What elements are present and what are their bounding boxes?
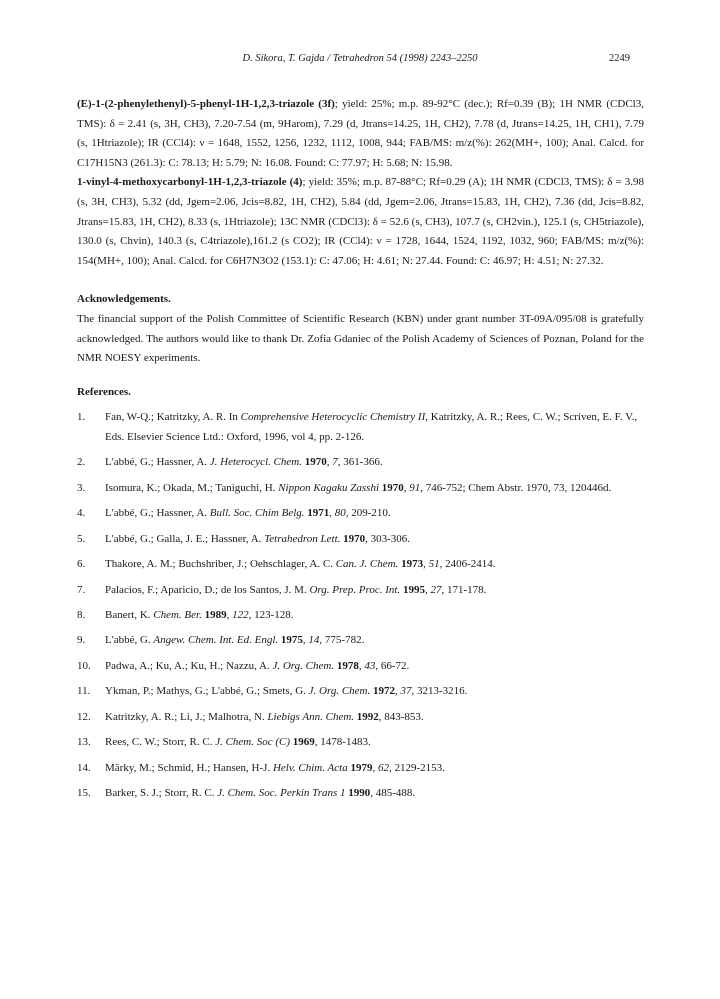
reference-item: 9. L'abbé, G. Angew. Chem. Int. Ed. Engl. 1975, 14, 775-782.	[77, 631, 644, 650]
reference-item: 8. Banert, K. Chem. Ber. 1989, 122, 123-128.	[77, 606, 644, 625]
reference-source: Bull. Soc. Chim Belg.	[209, 507, 305, 520]
reference-pages: , 2129-2153.	[388, 761, 445, 774]
reference-number: 7.	[77, 583, 86, 596]
reference-source: Chem. Ber.	[153, 609, 202, 621]
reference-number: 6.	[77, 558, 86, 571]
reference-number: 4.	[77, 507, 86, 520]
reference-volume: 91	[409, 481, 421, 494]
reference-year: 1970	[343, 532, 366, 545]
reference-pages: , 2406-2414.	[439, 558, 496, 571]
reference-item: 3. Isomura, K.; Okada, M.; Taniguchi, H. Nippon Kagaku Zasshi 1970, 91, 746-752; Chem Abstr. 1970, 73, 120446d.	[77, 479, 644, 498]
reference-year: 1989	[204, 609, 227, 621]
reference-authors: L'abbé, G.; Hassner, A.	[105, 456, 210, 469]
acknowledgements-heading: Acknowledgements.	[77, 293, 171, 306]
reference-pages: , 843-853.	[378, 710, 424, 723]
reference-authors: Ykman, P.; Mathys, G.; L'abbé, G.; Smets, G.	[105, 685, 309, 698]
reference-year: 1973	[401, 558, 424, 571]
reference-authors: Banert, K.	[105, 609, 154, 621]
reference-source: J. Org. Chem.	[308, 685, 371, 698]
reference-item: 11. Ykman, P.; Mathys, G.; L'abbé, G.; Smets, G. J. Org. Chem. 1972, 37, 3213-3216.	[77, 682, 644, 701]
page-number: 2249	[609, 53, 630, 64]
reference-source: Can. J. Chem.	[335, 558, 399, 571]
compound-3f-name: (E)-1-(2-phenylethenyl)-5-phenyl-1H-1,2,3-triazole (3f)	[77, 98, 335, 110]
reference-item	[77, 530, 644, 549]
reference-item	[77, 733, 644, 752]
reference-pages: , 3213-3216.	[411, 685, 468, 698]
reference-authors: Katritzky, A. R.; Li, J.; Malhotra, N.	[105, 710, 268, 723]
reference-year: 1992	[356, 710, 379, 723]
reference-number: 2.	[77, 456, 86, 469]
reference-source: J. Chem. Soc. Perkin Trans 1	[217, 787, 346, 800]
reference-source: Comprehensive Heterocyclic Chemistry II	[240, 411, 426, 424]
compound-3f-data: yield: 25%; m.p. 89-92°C (dec.); Rf=0.39 (B); 1H NMR (CDCl3, TMS): δ = 2.41 (s, 3H, CH3), 7.20-7.54 (m, 9Harom), 7.29 (d, Jtrans=14.25, 1H, CH2), 7.78 (d, Jtrans=14.25, 1H, CH1), 7.79 (s, 1Htriazole); IR (CCl4): ν = 1648, 1552, 1256, 1232, 1112, 1008, 944; FAB/MS: m/z(%): 262(MH+, 100); Anal. Calcd. for C17H15N3 (261.3): C: 78.13; H: 5.79; N: 16.08. Found: C: 77.97; H: 5.68; N: 15.98.	[77, 98, 644, 169]
compound-4-name: 1-vinyl-4-methoxycarbonyl-1H-1,2,3-triazole (4)	[77, 176, 303, 189]
reference-year: 1972	[373, 685, 396, 698]
reference-item: 7. Palacios, F.; Aparicio, D.; de los Santos, J. M. Org. Prep. Proc. Int. 1995, 27, 171-178.	[77, 581, 644, 600]
reference-authors: L'abbé, G.; Hassner, A.	[105, 507, 210, 520]
reference-number: 13.	[77, 736, 91, 749]
page-body	[77, 95, 644, 810]
reference-pages: , 746-752; Chem Abstr. 1970, 73, 120446d.	[420, 481, 612, 494]
reference-year: 1990	[348, 787, 371, 800]
reference-item: 14. Märky, M.; Schmid, H.; Hansen, H-J. Helv. Chim. Acta 1979, 62, 2129-2153.	[77, 759, 644, 778]
reference-pages: , 123-128.	[248, 609, 294, 621]
reference-year: 1970	[381, 481, 404, 494]
reference-item: 6. Thakore, A. M.; Buchshriber, J.; Oehschlager, A. C. Can. J. Chem. 1973, 51, 2406-2414.	[77, 555, 644, 574]
reference-authors: Märky, M.; Schmid, H.; Hansen, H-J.	[105, 761, 273, 774]
reference-item: 2. L'abbé, G.; Hassner, A. J. Heterocycl. Chem. 1970, 7, 361-366.	[77, 453, 644, 472]
reference-number: 10.	[77, 659, 91, 672]
reference-volume: 43	[364, 659, 376, 672]
reference-volume: 27	[430, 583, 442, 596]
reference-volume: 37	[400, 685, 412, 698]
reference-source: Tetrahedron Lett.	[264, 532, 341, 545]
reference-number: 8.	[77, 609, 86, 621]
reference-number: 15.	[77, 787, 91, 800]
compound-3f-entry: (E)-1-(2-phenylethenyl)-5-phenyl-1H-1,2,3-triazole (3f); yield: 25%; m.p. 89-92°C (dec.); Rf=0.39 (B); 1H NMR (CDCl3, TMS): δ = 2.41 (s, 3H, CH3), 7.20-7.54 (m, 9Harom), 7.29 (d, Jtrans=14.25, 1H, CH2), 7.78 (d, Jtrans=14.25, 1H, CH1), 7.79 (s, 1Htriazole); IR (CCl4): ν = 1648, 1552, 1256, 1232, 1112, 1008, 944; FAB/MS: m/z(%): 262(MH+, 100); Anal. Calcd. for C17H15N3 (261.3): C: 78.13; H: 5.79; N: 16.08. Found: C: 77.97; H: 5.68; N: 15.98.	[77, 98, 644, 169]
reference-pages: , 775-782.	[319, 634, 365, 647]
reference-pages: , 1478-1483.	[314, 736, 371, 749]
reference-authors: Fan, W-Q.; Katritzky, A. R. In	[105, 411, 241, 424]
reference-year: 1969	[292, 736, 315, 749]
reference-authors: Thakore, A. M.; Buchshriber, J.; Oehschlager, A. C.	[105, 558, 336, 571]
reference-pages: , 361-366.	[337, 456, 383, 469]
reference-number: 1.	[77, 411, 86, 424]
reference-item	[77, 784, 644, 803]
reference-number: 11.	[77, 685, 91, 698]
references-heading: References.	[77, 385, 131, 398]
reference-item	[77, 408, 644, 447]
reference-pages: , 485-488.	[370, 787, 416, 800]
reference-pages: , 303-306.	[365, 532, 411, 545]
reference-source: Helv. Chim. Acta	[272, 761, 348, 774]
reference-number: 14.	[77, 761, 91, 774]
reference-year: 1970	[304, 456, 327, 469]
reference-volume: 80	[334, 507, 346, 520]
reference-source: J. Chem. Soc (C)	[215, 736, 291, 749]
reference-volume: 14	[308, 634, 320, 647]
reference-pages: , 66-72.	[375, 659, 410, 672]
running-title: D. Sikora, T. Gajda / Tetrahedron 54 (1998) 2243–2250	[242, 53, 478, 64]
reference-source: J. Org. Chem.	[272, 659, 335, 672]
reference-number: 9.	[77, 634, 86, 647]
reference-volume: 62	[377, 761, 389, 774]
reference-source: Nippon Kagaku Zasshi	[278, 481, 380, 494]
reference-year: 1971	[307, 507, 330, 520]
reference-pages: , Katritzky, A. R.; Rees, C. W.; Scriven, E. F. V., Eds. Elsevier Science Ltd.: Oxford, 1996, vol 4, pp. 2-126.	[105, 411, 638, 443]
reference-authors: Barker, S. J.; Storr, R. C.	[105, 787, 218, 800]
reference-volume: 51	[428, 558, 440, 571]
reference-source: Angew. Chem. Int. Ed. Engl.	[153, 634, 279, 647]
reference-number: 3.	[77, 481, 86, 494]
reference-authors: Palacios, F.; Aparicio, D.; de los Santos, J. M.	[105, 583, 310, 596]
reference-year: 1978	[336, 659, 359, 672]
reference-year: 1979	[350, 761, 373, 774]
reference-authors: L'abbé, G.; Galla, J. E.; Hassner, A.	[105, 532, 265, 545]
reference-source: Liebigs Ann. Chem.	[267, 710, 355, 723]
reference-authors: Isomura, K.; Okada, M.; Taniguchi, H.	[105, 481, 279, 494]
compound-4-data: yield: 35%; m.p. 87-88°C; Rf=0.29 (A); 1H NMR (CDCl3, TMS): δ = 3.98 (s, 3H, CH3), 5.32 (dd, Jgem=2.06, Jcis=8.82, 1H, CH2), 5.84 (dd, Jgem=2.06, Jtrans=15.83, 1H, CH2), 7.36 (dd, Jcis=8.82, Jtrans=15.83, 1H, CH2), 8.33 (s, 1Htriazole); 13C NMR (CDCl3): δ = 52.6 (s, CH3), 107.7 (s, CH2vin.), 125.1 (s, CH5triazole), 130.0 (s, Chvin), 140.3 (s, C4triazole),161.2 (s CO2); IR (CCl4): ν = 1728, 1644, 1524, 1192, 1032, 960; FAB/MS: m/z(%): 154(MH+, 100); Anal. Calcd. for C6H7N3O2 (153.1): C: 47.06; H: 4.61; N: 27.44. Found: C: 46.97; H: 4.51; N: 27.32.	[77, 176, 644, 267]
reference-volume: 7	[332, 456, 338, 469]
reference-list	[77, 408, 644, 803]
reference-pages: , 209-210.	[345, 507, 391, 520]
reference-number: 5.	[77, 532, 86, 545]
reference-item: 10. Padwa, A.; Ku, A.; Ku, H.; Nazzu, A. J. Org. Chem. 1978, 43, 66-72.	[77, 657, 644, 676]
reference-authors: Padwa, A.; Ku, A.; Ku, H.; Nazzu, A.	[105, 659, 273, 672]
reference-volume: 122	[232, 609, 249, 621]
reference-year: 1975	[280, 634, 303, 647]
acknowledgements-text: The financial support of the Polish Committee of Scientific Research (KBN) under grant number 3T-09A/095/08 is gratefully acknowledged. The authors would like to thank Dr. Zofia Gdaniec of the Polish Academy of Sciences of Poznan, Poland for the NMR NOESY experiments.	[77, 312, 644, 365]
reference-authors: L'abbé, G.	[105, 634, 154, 647]
reference-item	[77, 708, 644, 727]
reference-source: J. Heterocycl. Chem.	[209, 456, 302, 469]
reference-authors: Rees, C. W.; Storr, R. C.	[105, 736, 216, 749]
reference-year: 1995	[402, 583, 425, 596]
reference-source: Org. Prep. Proc. Int.	[309, 583, 401, 596]
reference-number: 12.	[77, 710, 91, 723]
compound-4-entry: 1-vinyl-4-methoxycarbonyl-1H-1,2,3-triazole (4); yield: 35%; m.p. 87-88°C; Rf=0.29 (A); 1H NMR (CDCl3, TMS): δ = 3.98 (s, 3H, CH3), 5.32 (dd, Jgem=2.06, Jcis=8.82, 1H, CH2), 5.84 (dd, Jgem=2.06, Jtrans=15.83, 1H, CH2), 7.36 (dd, Jcis=8.82, Jtrans=15.83, 1H, CH2), 8.33 (s, 1Htriazole); 13C NMR (CDCl3): δ = 52.6 (s, CH3), 107.7 (s, CH2vin.), 125.1 (s, CH5triazole), 130.0 (s, Chvin), 140.3 (s, C4triazole),161.2 (s CO2); IR (CCl4): ν = 1728, 1644, 1524, 1192, 1032, 960; FAB/MS: m/z(%): 154(MH+, 100); Anal. Calcd. for C6H7N3O2 (153.1): C: 47.06; H: 4.61; N: 27.44. Found: C: 46.97; H: 4.51; N: 27.32.	[77, 176, 644, 267]
reference-pages: , 171-178.	[441, 583, 487, 596]
reference-item: 4. L'abbé, G.; Hassner, A. Bull. Soc. Chim Belg. 1971, 80, 209-210.	[77, 504, 644, 523]
